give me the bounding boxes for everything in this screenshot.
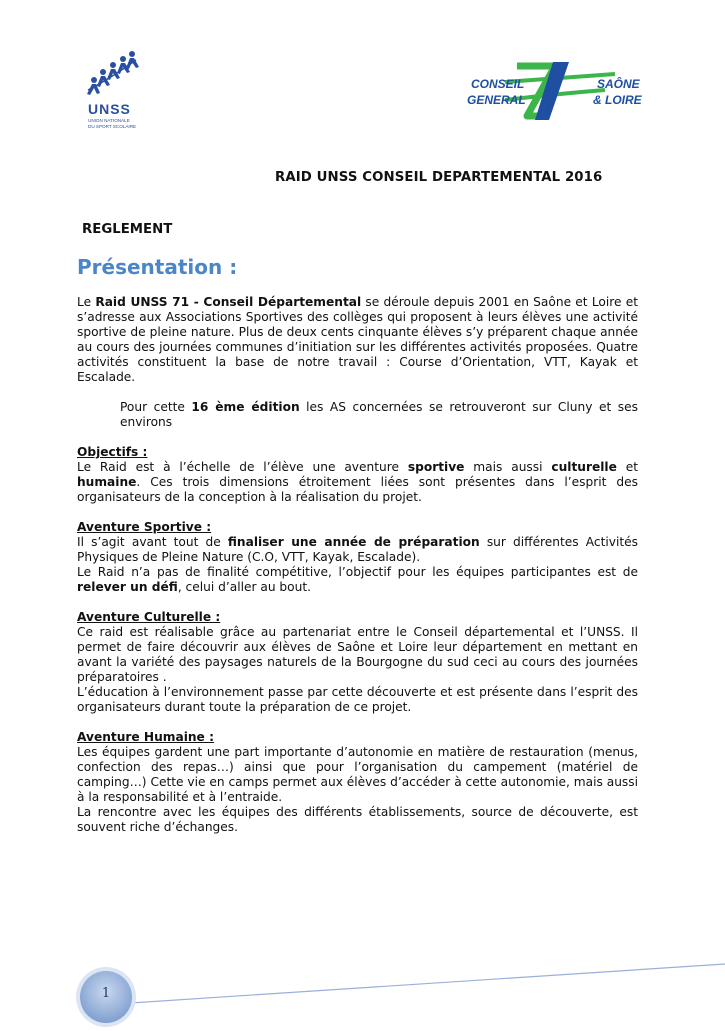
page-number: 1 xyxy=(101,986,111,1001)
objectifs-paragraph: Le Raid est à l’échelle de l’élève une aventure sportive mais aussi culturelle et humaine. Ces trois dimensions étroitement liées sont présentes dans l’esprit des organisateurs de la conception à la réalisation du projet. xyxy=(77,460,638,504)
sportive-paragraph-1: Il s’agit avant tout de finaliser une année de préparation sur différentes Activités Physiques de Pleine Nature (C.O, VTT, Kayak, Escalade). xyxy=(77,535,639,564)
document-body xyxy=(77,295,638,835)
sportive-paragraph-2: Le Raid n’a pas de finalité compétitive, l’objectif pour les équipes participantes est de relever un défi, celui d’aller au bout. xyxy=(77,565,638,594)
humaine-paragraph-2: La rencontre avec les équipes des différents établissements, source de découverte, est souvent riche d’échanges. xyxy=(77,805,638,834)
unss-logo-sub2: DU SPORT SCOLAIRE xyxy=(88,124,137,129)
humaine-paragraph-1: Les équipes gardent une part importante d’autonomie en matière de restauration (menus, confection des repas…) ainsi que pour l’organisation du campement (matériel de camping…) Cette vie en camps permet aux élèves d’accéder à cette autonomie, mais aussi à la responsabilité et à l’entraide. xyxy=(77,745,639,804)
cg-loire: & LOIRE xyxy=(593,93,642,107)
humaine-heading: Aventure Humaine : xyxy=(77,730,214,744)
intro-paragraph: Le Raid UNSS 71 - Conseil Départemental se déroule depuis 2001 en Saône et Loire et s’adresse aux Associations Sportives des collèges qui proposent à leurs élèves une activité sportive de pleine nature. Plus de deux cents cinquante élèves s’y préparent chaque année au cours des journées communes d’initiation sur les différentes activités proposées. Quatre activités constituent la base de notre travail : Course d’Orientation, VTT, Kayak et Escalade. xyxy=(77,295,638,384)
cg-saone: SAÔNE xyxy=(597,77,640,91)
culturelle-paragraph-1: Ce raid est réalisable grâce au partenariat entre le Conseil départemental et l’UNSS. Il permet de faire découvrir aux élèves de Saône et Loire leur département en mettant en avant la variété des paysages naturels de la Bourgogne du sud ceci au cours des journées préparatoires . xyxy=(77,625,638,684)
culturelle-heading: Aventure Culturelle : xyxy=(77,610,221,624)
unss-logo-sub1: UNION NATIONALE xyxy=(88,118,130,123)
section-heading: Présentation : xyxy=(77,255,238,279)
unss-logo xyxy=(84,46,146,132)
document-title: RAID UNSS CONSEIL DEPARTEMENTAL 2016 xyxy=(275,170,603,185)
sportive-heading: Aventure Sportive : xyxy=(77,520,212,534)
unss-logo-text: UNSS xyxy=(88,101,131,117)
culturelle-paragraph-2: L’éducation à l’environnement passe par cette découverte et est présente dans l’esprit des organisateurs durant toute la préparation de ce projet. xyxy=(77,685,638,714)
cg-general: GENERAL xyxy=(467,93,526,107)
objectifs-heading: Objectifs : xyxy=(77,445,148,459)
conseil-general-logo xyxy=(465,60,647,122)
edition-paragraph: Pour cette 16 ème édition les AS concernées se retrouveront sur Cluny et ses environs xyxy=(120,400,638,429)
document-subtitle: REGLEMENT xyxy=(82,222,173,237)
cg-conseil: CONSEIL xyxy=(471,77,525,91)
